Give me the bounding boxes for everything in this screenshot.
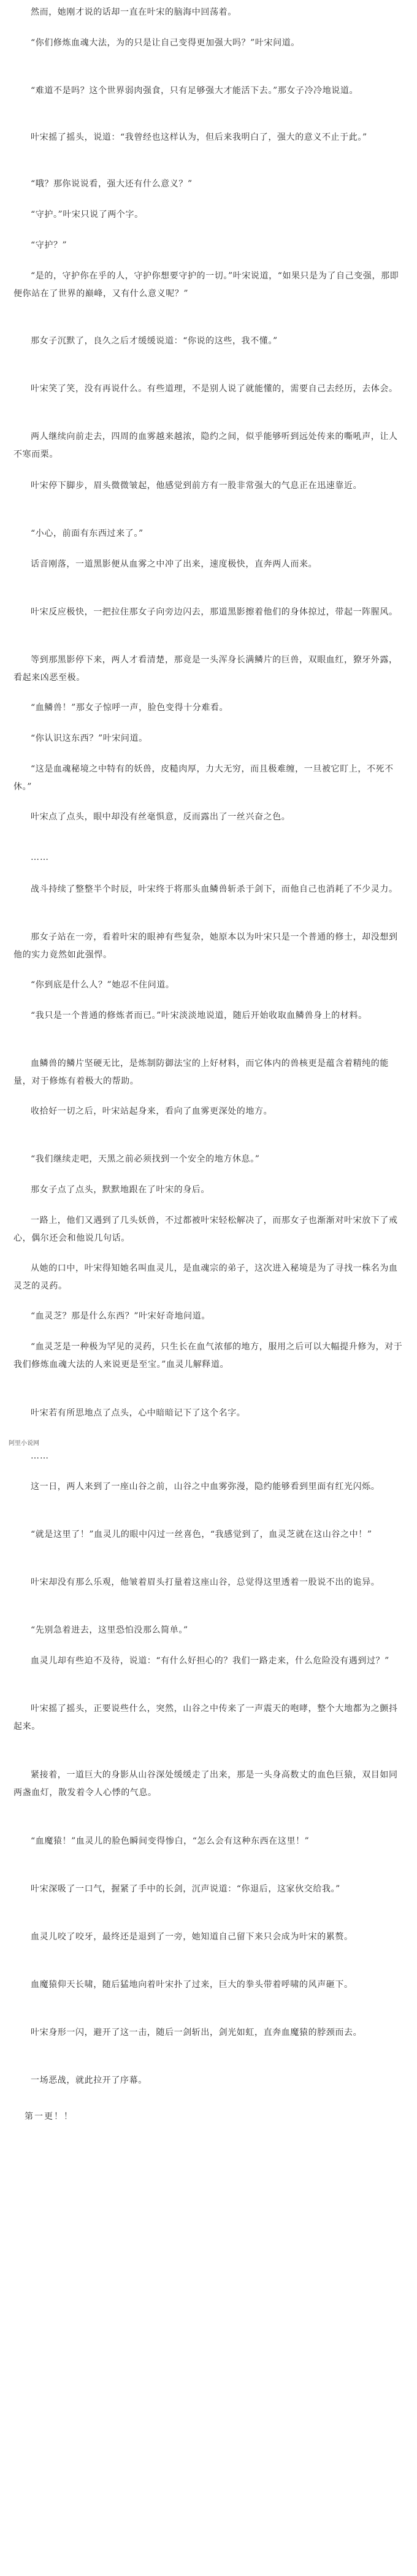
- section-separator: ……: [31, 1451, 49, 1461]
- paragraph: “血灵芝？那是什么东西？”叶宋好奇地问道。: [31, 1311, 210, 1321]
- paragraph: 一场恶战，就此拉开了序幕。: [31, 2076, 147, 2085]
- paragraph: 叶宋若有所思地点了点头，心中暗暗记下了这个名字。: [31, 1408, 246, 1418]
- paragraph: 血灵儿却有些迫不及待，说道：“有什么好担心的？我们一路走来，什么危险没有遇到过？”: [31, 1656, 389, 1666]
- paragraph: 叶宋笑了笑，没有再说什么。有些道理，不是别人说了就能懂的，需要自己去经历，去体会。: [31, 384, 398, 394]
- paragraph: 叶宋摇了摇头，说道：“我曾经也这样认为，但后来我明白了，强大的意义不止于此。”: [31, 132, 367, 142]
- paragraph: “我只是一个普通的修炼者而已。”叶宋淡淡地说道，随后开始收取血鳞兽身上的材料。: [31, 1011, 367, 1021]
- paragraph: 叶宋却没有那么乐观，他皱着眉头打量着这座山谷，总觉得这里透着一股说不出的诡异。: [31, 1577, 380, 1587]
- paragraph: 那女子点了点头，默默地跟在了叶宋的身后。: [31, 1185, 210, 1195]
- paragraph: “守护。”叶宋只说了两个字。: [31, 210, 143, 220]
- paragraph: “小心，前面有东西过来了。”: [31, 529, 143, 539]
- paragraph: “就是这里了！”血灵儿的眼中闪过一丝喜色，“我感觉到了，血灵芝就在这山谷之中！”: [31, 1530, 372, 1539]
- paragraph: “哦？那你说说看，强大还有什么意义？”: [31, 179, 193, 189]
- paragraph: 叶宋停下脚步，眉头微微皱起，他感觉到前方有一股非常强大的气息正在迅速靠近。: [31, 481, 362, 491]
- paragraph: “是的，守护你在乎的人，守护你想要守护的一切。”叶宋说道，“如果只是为了自己变强，那即便你站在了世界的巅峰，又有什么意义呢？”: [13, 271, 399, 299]
- paragraph: 那女子沉默了，良久之后才缓缓说道：“你说的这些，我不懂。”: [31, 336, 278, 346]
- paragraph: “你认识这东西？”叶宋问道。: [31, 734, 148, 743]
- paragraph: “你到底是什么人？”她忍不住问道。: [31, 980, 175, 990]
- paragraph: 叶宋点了点头，眼中却没有丝毫惧意，反而露出了一丝兴奋之色。: [31, 812, 291, 822]
- site-watermark: 阿里小说网: [9, 1440, 39, 1447]
- paragraph: “先别急着进去，这里恐怕没那么简单。”: [31, 1625, 188, 1635]
- paragraph: 等到那黑影停下来，两人才看清楚，那竟是一头浑身长满鳞片的巨兽，双眼血红，獠牙外露，看起来凶恶至极。: [13, 655, 398, 683]
- paragraph: 血魔猿仰天长啸，随后猛地向着叶宋扑了过来，巨大的拳头带着呼啸的风声砸下。: [31, 1980, 353, 1990]
- paragraph: “我们继续走吧，天黑之前必须找到一个安全的地方休息。”: [31, 1154, 260, 1164]
- paragraph: “血灵芝是一种极为罕见的灵药，只生长在血气浓郁的地方，服用之后可以大幅提升修为，对于我们修炼血魂大法的人来说更是至宝。”血灵儿解释道。: [13, 1342, 403, 1370]
- paragraph: “难道不是吗？这个世界弱肉强食，只有足够强大才能活下去。”那女子冷冷地说道。: [31, 86, 359, 96]
- paragraph: 叶宋摇了摇头，正要说些什么，突然，山谷之中传来了一声震天的咆哮，整个大地都为之颤抖起来。: [13, 1704, 398, 1731]
- paragraph: 收拾好一切之后，叶宋站起身来，看向了血雾更深处的地方。: [31, 1106, 273, 1116]
- paragraph: “守护？”: [31, 240, 67, 250]
- paragraph: 叶宋反应极快，一把拉住那女子向旁边闪去，那道黑影擦着他们的身体掠过，带起一阵腥风。: [31, 607, 398, 617]
- paragraph: 叶宋身形一闪，避开了这一击，随后一剑斩出，剑光如虹，直奔血魔猿的脖颈而去。: [31, 2028, 362, 2037]
- paragraph: 从她的口中，叶宋得知她名叫血灵儿，是血魂宗的弟子，这次进入秘境是为了寻找一株名为血灵芝的灵药。: [13, 1263, 398, 1291]
- paragraph: 血鳞兽的鳞片坚硬无比，是炼制防御法宝的上好材料，而它体内的兽核更是蕴含着精纯的能量，对于修炼有着极大的帮助。: [13, 1059, 389, 1086]
- paragraph: 那女子站在一旁，看着叶宋的眼神有些复杂，她原本以为叶宋只是一个普通的修士，却没想到他的实力竟然如此强悍。: [13, 932, 398, 960]
- paragraph: “血魔猿！”血灵儿的脸色瞬间变得惨白，“怎么会有这种东西在这里！”: [31, 1836, 310, 1846]
- chapter-end-mark: 第一更！！: [25, 2112, 74, 2122]
- paragraph: 血灵儿咬了咬牙，最终还是退到了一旁，她知道自己留下来只会成为叶宋的累赘。: [31, 1932, 353, 1942]
- paragraph: 这一日，两人来到了一座山谷之前，山谷之中血雾弥漫，隐约能够看到里面有红光闪烁。: [31, 1482, 380, 1492]
- paragraph: “这是血魂秘境之中特有的妖兽，皮糙肉厚，力大无穷，而且极难缠，一旦被它盯上，不死不休。”: [13, 764, 394, 792]
- paragraph: 叶宋深吸了一口气，握紧了手中的长剑，沉声说道：“你退后，这家伙交给我。”: [31, 1884, 340, 1894]
- paragraph: 然而，她刚才说的话却一直在叶宋的脑海中回荡着。: [31, 7, 237, 17]
- paragraph: “你们修炼血魂大法，为的只是让自己变得更加强大吗？”叶宋问道。: [31, 38, 300, 48]
- paragraph: “血鳞兽！”那女子惊呼一声，脸色变得十分难看。: [31, 703, 229, 713]
- paragraph: 战斗持续了整整半个时辰，叶宋终于将那头血鳞兽斩杀于剑下，而他自己也消耗了不少灵力。: [31, 884, 398, 894]
- paragraph: 话音刚落，一道黑影便从血雾之中冲了出来，速度极快，直奔两人而来。: [31, 559, 318, 569]
- paragraph: 紧接着，一道巨大的身影从山谷深处缓缓走了出来，那是一头身高数丈的血色巨猿，双目如同两盏血灯，散发着令人心悸的气息。: [13, 1770, 398, 1798]
- section-separator: ……: [31, 853, 49, 862]
- paragraph: 一路上，他们又遇到了几头妖兽，不过都被叶宋轻松解决了，而那女子也渐渐对叶宋放下了戒心，偶尔还会和他说几句话。: [13, 1216, 398, 1243]
- paragraph: 两人继续向前走去，四周的血雾越来越浓，隐约之间，似乎能够听到远处传来的嘶吼声，让人不寒而栗。: [13, 432, 398, 459]
